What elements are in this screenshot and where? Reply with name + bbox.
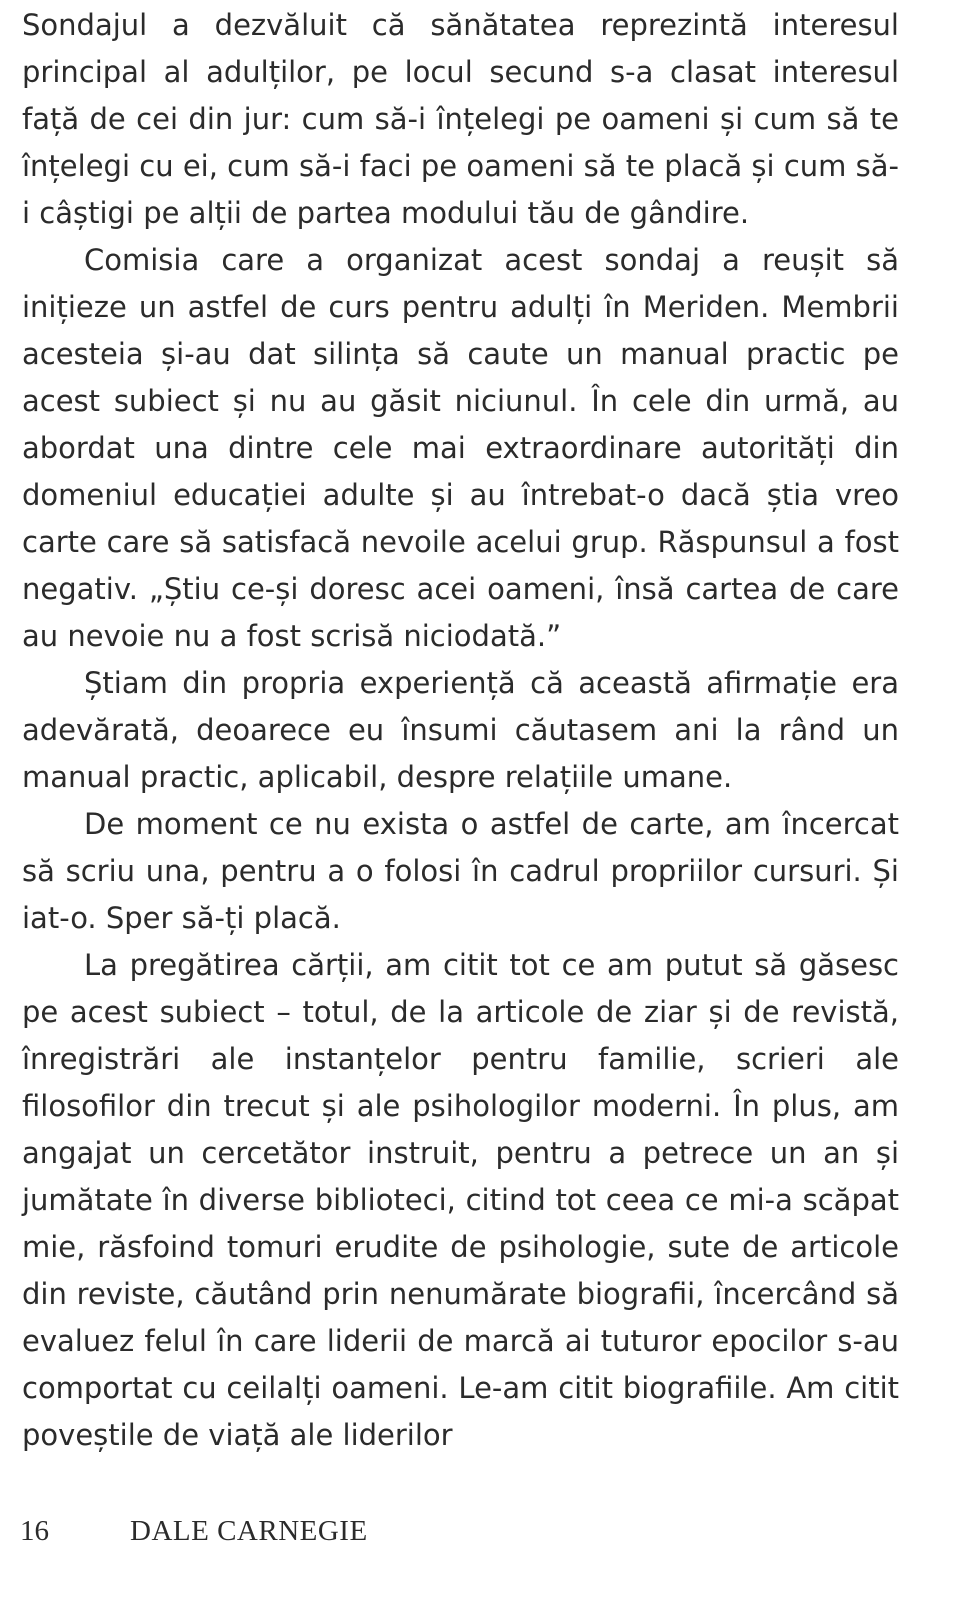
- body-text: [22, 2, 899, 1459]
- page-footer: [20, 1515, 368, 1548]
- running-head: DALE CARNEGIE: [130, 1515, 368, 1547]
- paragraph-1: Sondajul a dezvăluit că sănătatea reprezintă interesul principal al adulților, pe locul secund s-a clasat interesul față de cei din jur: cum să-i înțelegi pe oameni și cum să te înțelegi cu ei, cum să-i faci pe oameni să te placă și cum să-i câștigi pe alții de partea modului tău de gândire.: [22, 8, 899, 230]
- paragraph-3: Știam din propria experiență că această afirmație era adevărată, deoarece eu însumi căutasem ani la rând un manual practic, aplicabil, despre relațiile umane.: [22, 666, 899, 794]
- paragraph-4: De moment ce nu exista o astfel de carte, am încercat să scriu una, pentru a o folosi în cadrul propriilor cursuri. Și iat-o. Sper să-ți placă.: [22, 807, 899, 935]
- paragraph-2: Comisia care a organizat acest sondaj a reușit să inițieze un astfel de curs pentru adulți în Meriden. Membrii acesteia și-au dat silința să caute un manual practic pe acest subiect și nu au găsit niciunul. În cele din urmă, au abordat una dintre cele mai extraordinare autorități din domeniul educației adulte și au întrebat-o dacă știa vreo carte care să satisfacă nevoile acelui grup. Răspunsul a fost negativ. „Știu ce-și doresc acei oameni, însă cartea de care au nevoie nu a fost scrisă niciodată.”: [22, 243, 899, 653]
- page-number: 16: [20, 1515, 49, 1547]
- paragraph-5: La pregătirea cărții, am citit tot ce am putut să găsesc pe acest subiect – totul, de la articole de ziar și de revistă, înregistrări ale instanțelor pentru familie, scrieri ale filosofilor din trecut și ale psihologilor moderni. În plus, am angajat un cercetător instruit, pentru a petrece un an și jumătate în diverse biblioteci, citind tot ceea ce mi-a scăpat mie, răsfoind tomuri erudite de psihologie, sute de articole din reviste, căutând prin nenumărate biografii, încercând să evaluez felul în care liderii de marcă ai tuturor epocilor s-au comportat cu ceilalți oameni. Le-am citit biografiile. Am citit poveștile de viață ale liderilor: [22, 948, 899, 1452]
